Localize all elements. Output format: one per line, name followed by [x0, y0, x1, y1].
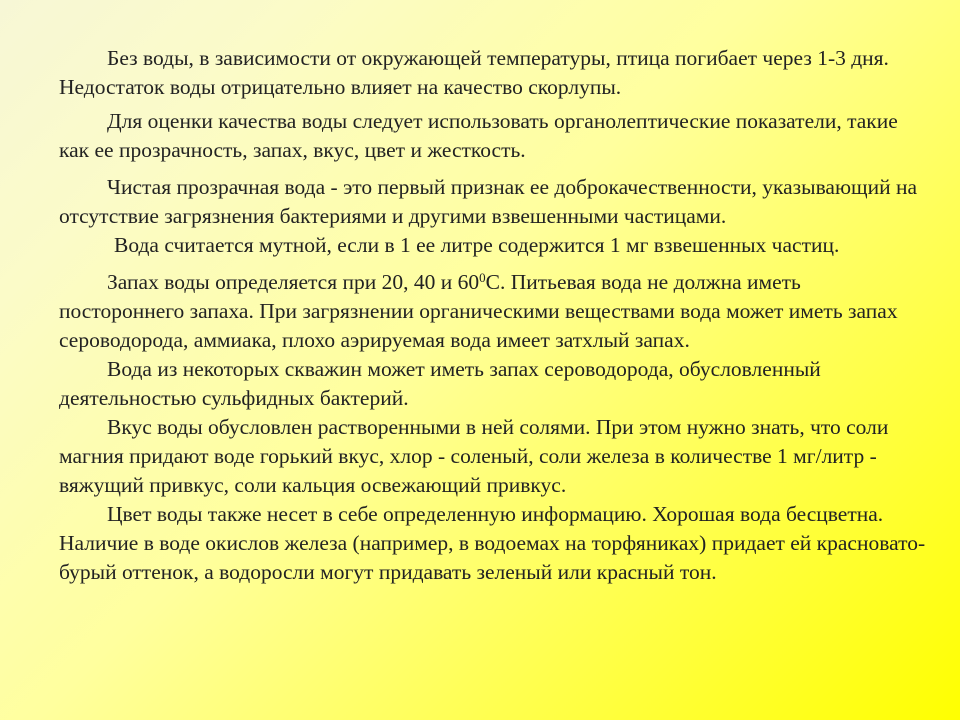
smell-text-start: Запах воды определяется при 20, 40 и 60	[107, 270, 480, 294]
paragraph-well-water: Вода из некоторых скважин может иметь запах сероводорода, обусловленный деятельностью сульфидных бактерий.	[59, 357, 821, 410]
paragraph-water-color: Цвет воды также несет в себе определенную информацию. Хорошая вода бесцветна. Наличие в воде окислов железа (например, в водоемах на торфяниках) придает ей красновато-бурый оттенок, а водоросли могут придавать зеленый или красный тон.	[59, 502, 926, 584]
paragraph-no-water: Без воды, в зависимости от окружающей температуры, птица погибает через 1-3 дня. Недостаток воды отрицательно влияет на качество скорлупы.	[59, 46, 889, 99]
paragraph-turbid-water: Вода считается мутной, если в 1 ее литре содержится 1 мг взвешенных частиц.	[114, 233, 840, 257]
paragraph-water-taste: Вкус воды обусловлен растворенными в ней солями. При этом нужно знать, что соли магния придают воде горький вкус, хлор - соленый, соли железа в количестве 1 мг/литр - вяжущий привкус, соли кальция освежающий привкус.	[59, 415, 889, 497]
smell-text-end: С. Питьевая вода не должна иметь постороннего запаха. При загрязнении органическими веществами вода может иметь запах сероводорода, аммиака, плохо аэрируемая вода имеет затхлый запах.	[59, 270, 898, 352]
paragraph-water-smell	[59, 268, 929, 355]
degree-superscript: 0	[479, 270, 486, 285]
paragraph-quality-assessment: Для оценки качества воды следует использовать органолептические показатели, такие как ее прозрачность, запах, вкус, цвет и жесткость.	[59, 109, 898, 162]
slide-text-body	[59, 44, 929, 587]
paragraph-clear-water: Чистая прозрачная вода - это первый признак ее доброкачественности, указывающий на отсутствие загрязнения бактериями и другими взвешенными частицами.	[59, 175, 918, 228]
